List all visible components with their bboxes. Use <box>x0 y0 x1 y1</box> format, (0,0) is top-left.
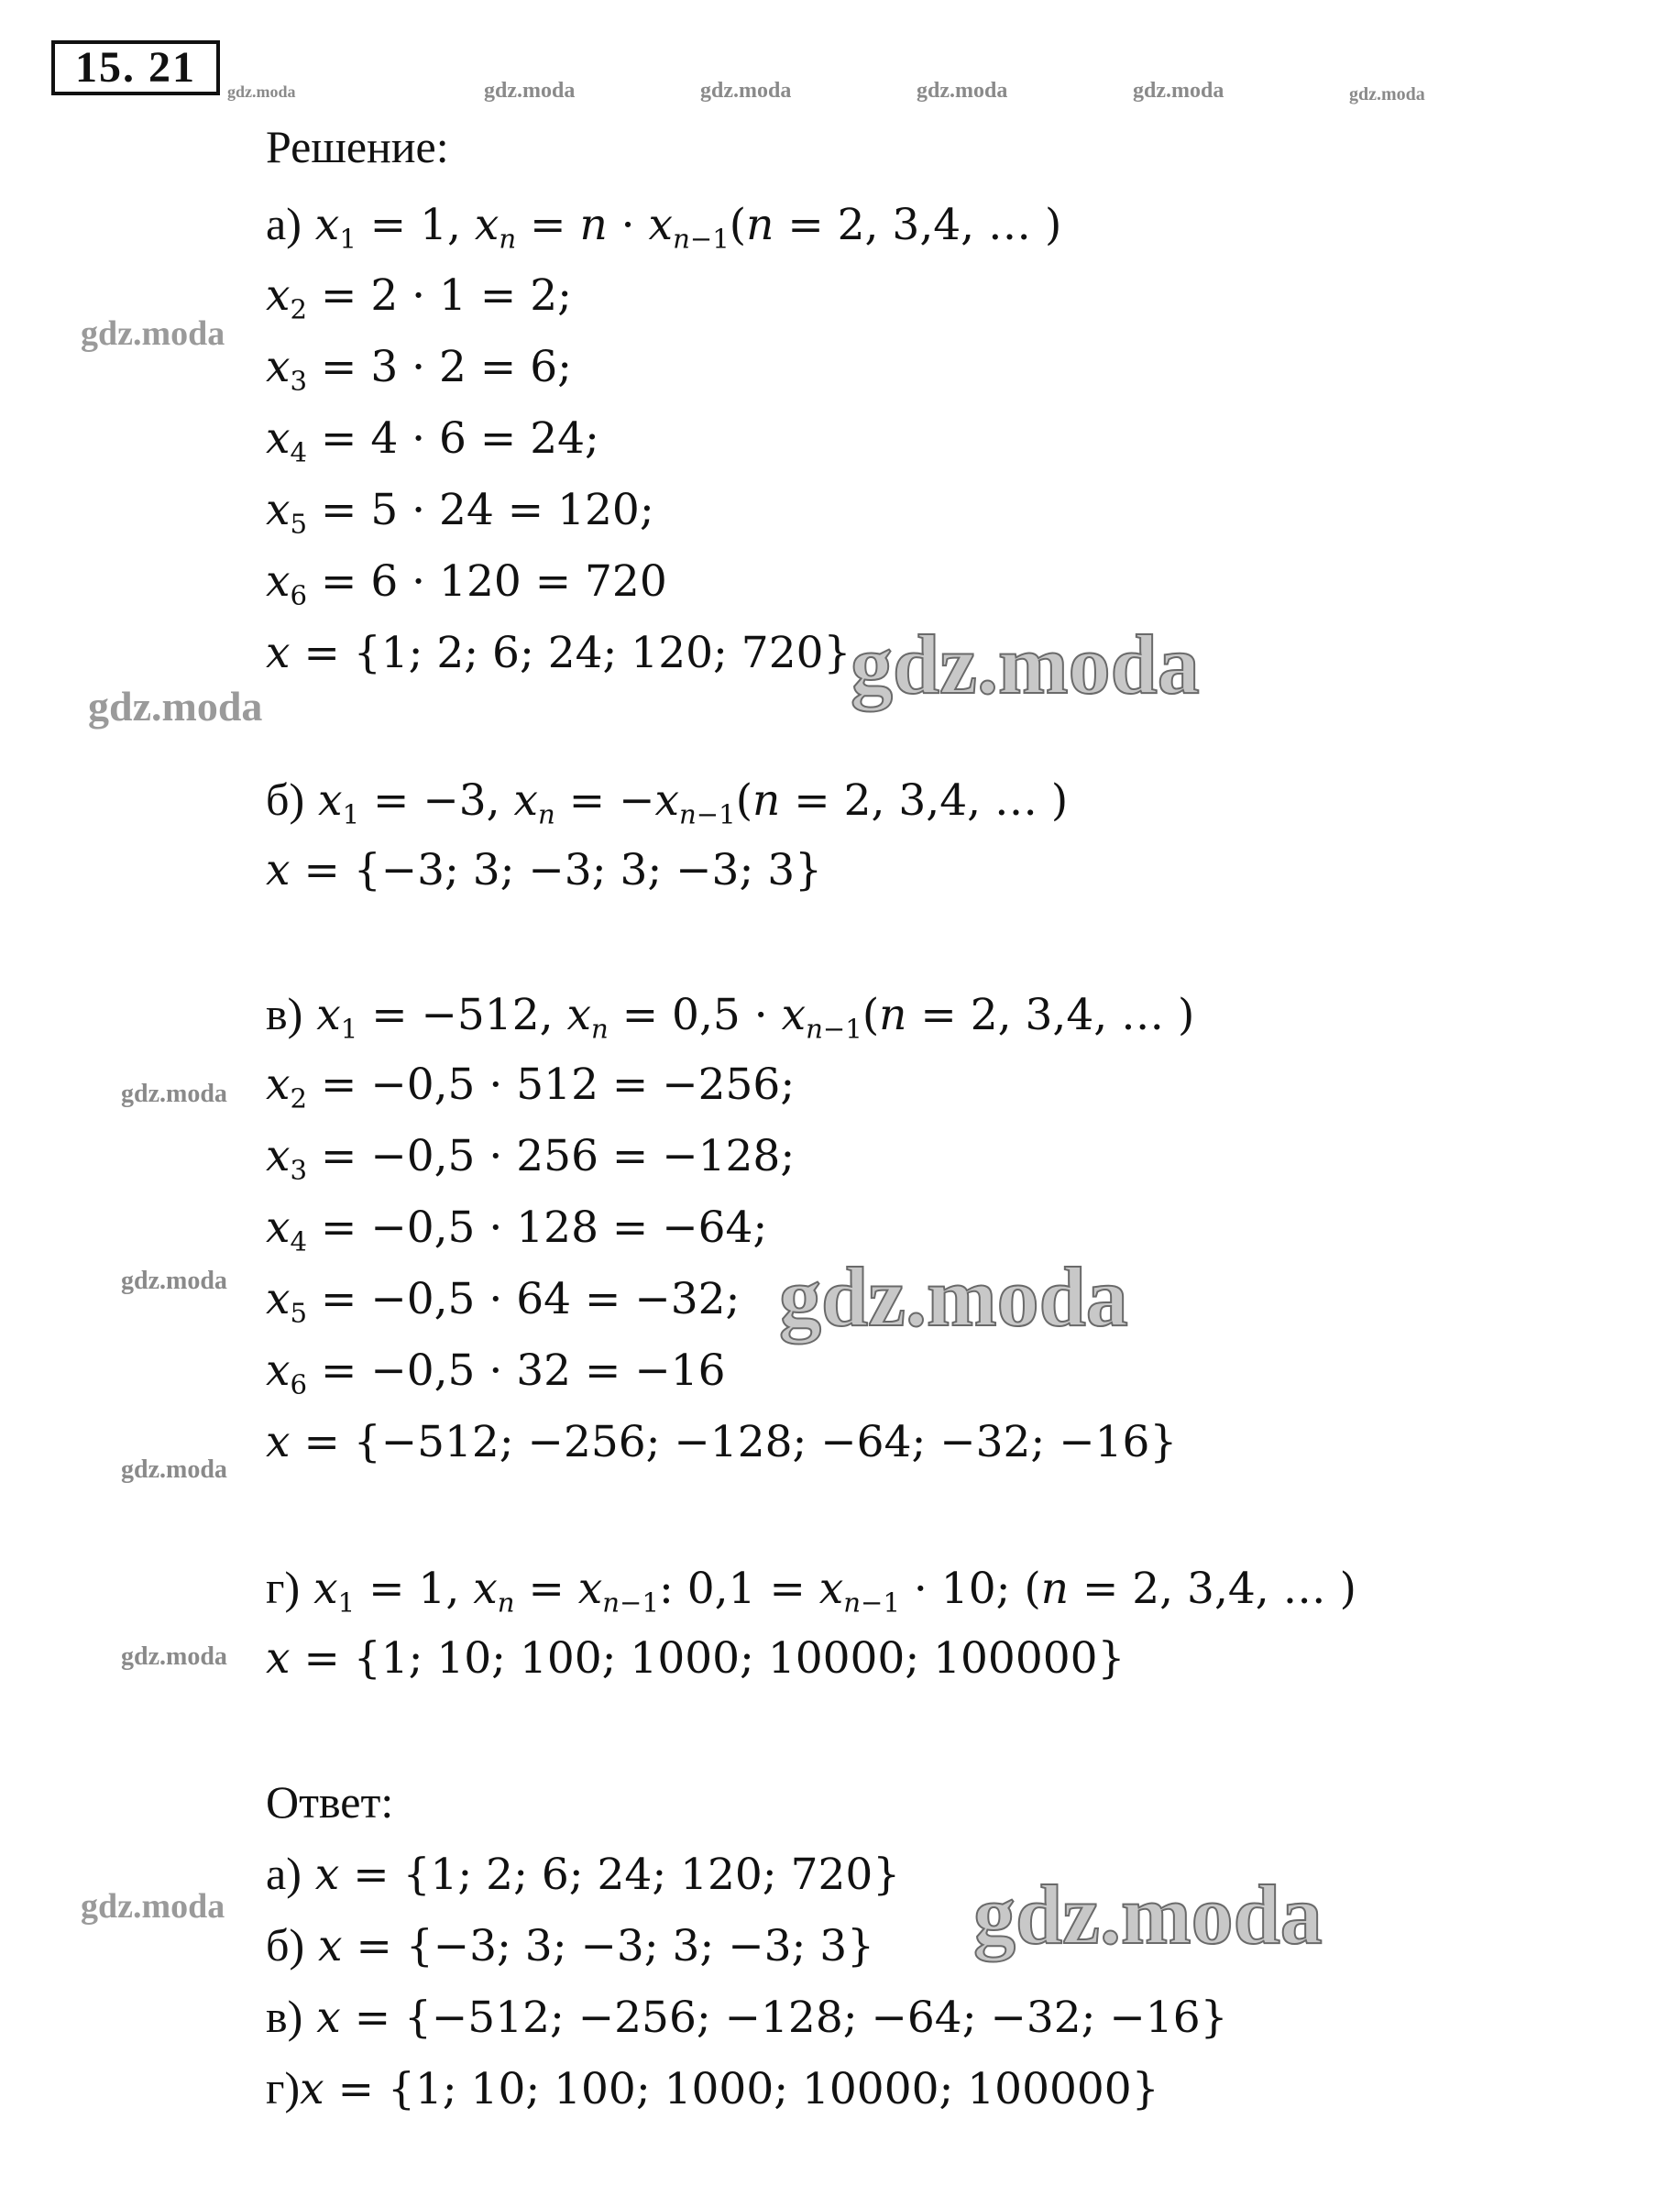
part-g-condition: г) $x_1 = 1$, $x_n = x_{n-1}$: $0,1 = x_{n-1} \cdot 10$; (n = 2, 3,4, … ) <box>266 1562 1356 1619</box>
part-v-step: $x_4 = -0,5 \cdot 128 = -64$; <box>266 1202 768 1257</box>
watermark: gdz.moda <box>121 1455 227 1484</box>
answer-label: Ответ: <box>266 1776 394 1828</box>
answer-g: г)x = {1; 10; 100; 1000; 10000; 100000} <box>266 2062 1159 2114</box>
part-a-step: $x_2 = 2 \cdot 1 = 2$; <box>266 270 572 325</box>
watermark: gdz.moda <box>1349 84 1425 104</box>
part-a-step: $x_5 = 5 \cdot 24 = 120$; <box>266 485 654 540</box>
watermark: gdz.moda <box>81 314 225 353</box>
watermark: gdz.moda <box>851 618 1200 711</box>
answer-a: а) x = {1; 2; 6; 24; 120; 720} <box>266 1848 901 1900</box>
watermark: gdz.moda <box>81 1887 225 1926</box>
part-v-result: x = {−512; −256; −128; −64; −32; −16} <box>266 1417 1178 1467</box>
part-a-result: x = {1; 2; 6; 24; 120; 720} <box>266 628 851 678</box>
part-v-step: $x_3 = -0,5 \cdot 256 = -128$; <box>266 1131 796 1186</box>
answer-v: в) x = {−512; −256; −128; −64; −32; −16} <box>266 1991 1228 2043</box>
watermark: gdz.moda <box>121 1642 227 1671</box>
part-g-result: x = {1; 10; 100; 1000; 10000; 100000} <box>266 1633 1125 1684</box>
watermark: gdz.moda <box>779 1250 1128 1344</box>
watermark: gdz.moda <box>88 683 263 730</box>
watermark: gdz.moda <box>700 79 792 103</box>
watermark: gdz.moda <box>1133 79 1224 103</box>
part-a-step: $x_4 = 4 \cdot 6 = 24$; <box>266 413 599 468</box>
task-number: 15. 21 <box>51 40 220 95</box>
part-b-condition: б) $x_1 = -3$, $x_n = -x_{n-1}(n = 2$, 3,4, … ) <box>266 774 1069 830</box>
watermark: gdz.moda <box>484 79 576 103</box>
part-a-step: $x_6 = 6 \cdot 120 = 720$ <box>266 556 667 611</box>
part-a-condition: а) $x_1 = 1$, $x_n = n \cdot x_{n-1}(n = 2$, 3,4, … ) <box>266 198 1062 255</box>
part-v-step: $x_5 = -0,5 \cdot 64 = -32$; <box>266 1274 741 1329</box>
part-v-condition: в) $x_1 = -512$, $x_n = 0,5 \cdot x_{n-1}(n = 2$, 3,4, … ) <box>266 988 1195 1045</box>
answer-b: б) x = {−3; 3; −3; 3; −3; 3} <box>266 1919 875 1971</box>
watermark: gdz.moda <box>121 1267 227 1295</box>
solution-label: Решение: <box>266 121 449 172</box>
watermark: gdz.moda <box>917 79 1008 103</box>
part-v-step: $x_2 = -0,5 \cdot 512 = -256$; <box>266 1060 796 1114</box>
watermark: gdz.moda <box>227 82 296 101</box>
part-v-step: $x_6 = -0,5 \cdot 32 = -16$ <box>266 1345 726 1400</box>
watermark: gdz.moda <box>973 1868 1323 1961</box>
watermark: gdz.moda <box>121 1080 227 1108</box>
part-b-result: x = {−3; 3; −3; 3; −3; 3} <box>266 845 823 895</box>
part-a-step: $x_3 = 3 \cdot 2 = 6$; <box>266 342 572 397</box>
